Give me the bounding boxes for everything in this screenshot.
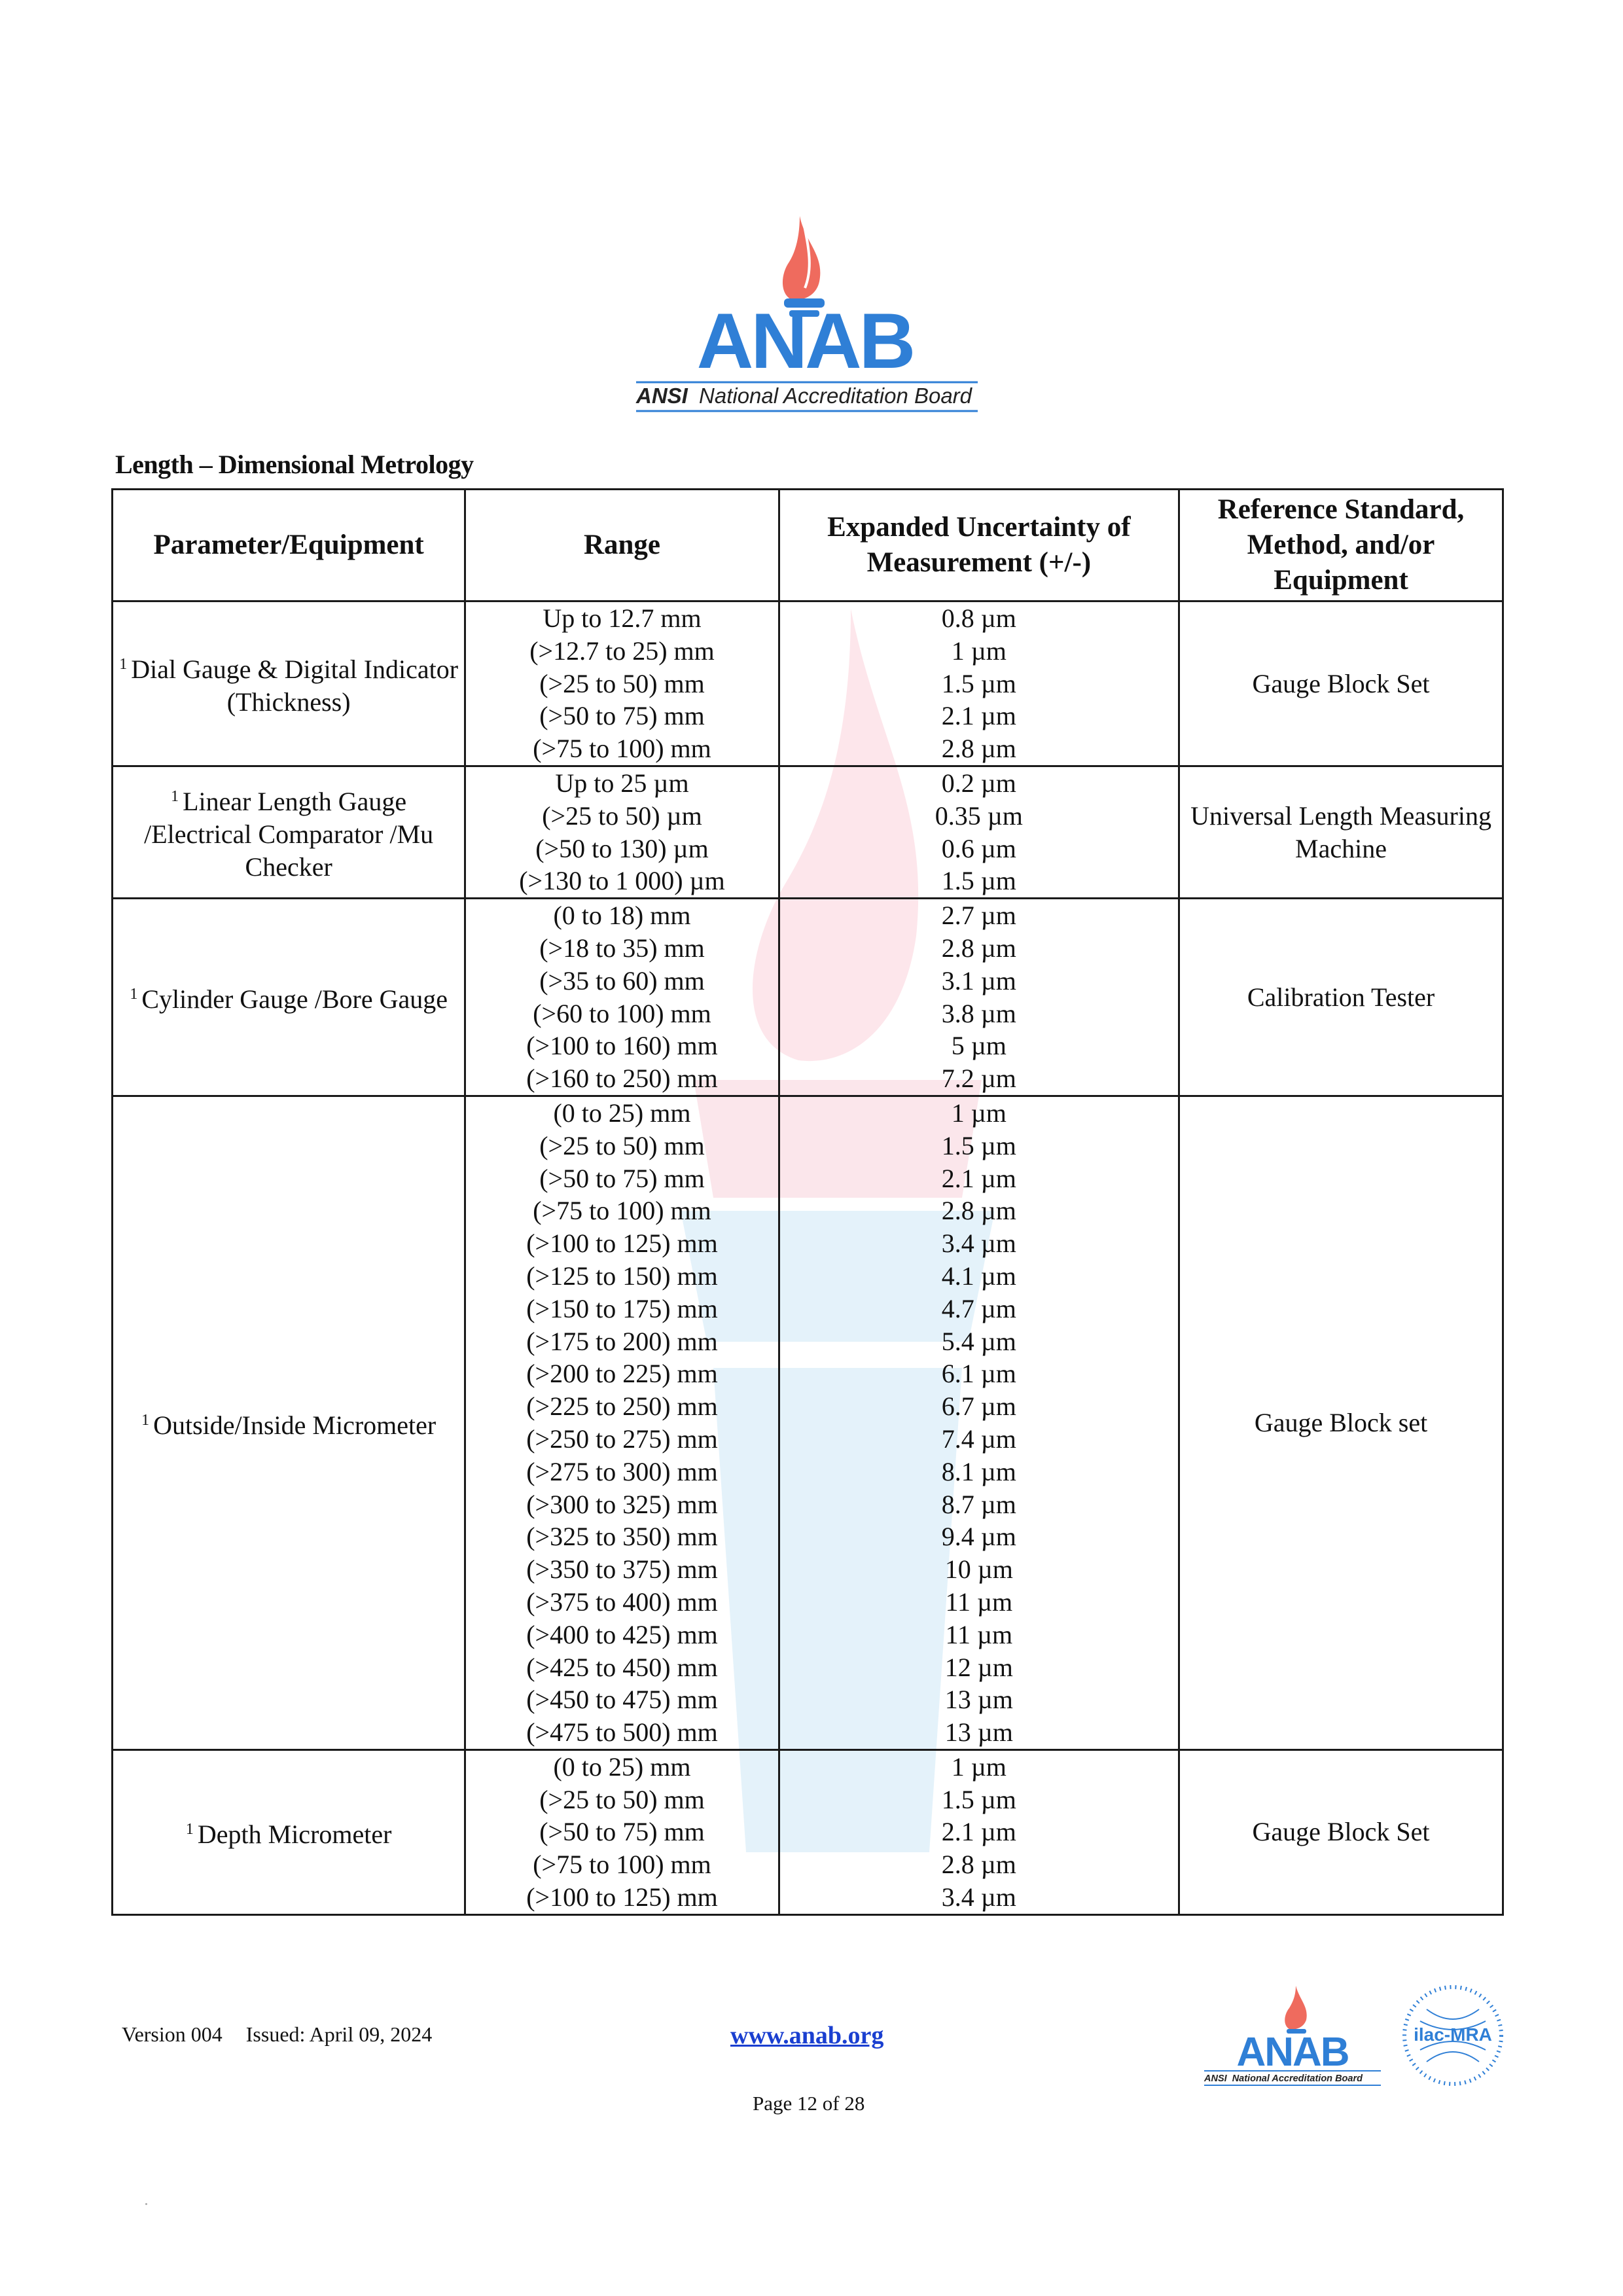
range-value: (>18 to 35) mm	[539, 933, 705, 963]
uncertainty-value: 2.7 µm	[941, 901, 1016, 931]
range-value: (>100 to 125) mm	[526, 1882, 718, 1912]
range-value: (>175 to 200) mm	[526, 1326, 718, 1356]
range-value: Up to 25 µm	[555, 768, 689, 798]
uncertainty-value: 0.6 µm	[941, 833, 1016, 863]
parameter-cell	[113, 766, 465, 898]
range-value: (>25 to 50) µm	[542, 800, 702, 831]
range-value: (>400 to 425) mm	[526, 1619, 718, 1649]
ilac-mra-text: ilac-MRA	[1414, 2024, 1492, 2045]
column-header-range: Range	[465, 490, 779, 601]
uncertainty-value: 2.8 µm	[941, 1196, 1016, 1226]
table-row	[113, 766, 1503, 898]
range-value: (>12.7 to 25) mm	[529, 636, 715, 666]
parameter-label: Depth Micrometer	[197, 1819, 392, 1849]
parameter-label: Dial Gauge & Digital Indicator (Thickness)	[131, 655, 459, 717]
range-value: (>25 to 50) mm	[539, 1130, 705, 1160]
uncertainty-value: 3.4 µm	[941, 1882, 1016, 1912]
footnote-marker: 1	[130, 986, 138, 1003]
uncertainty-value: 3.8 µm	[941, 998, 1016, 1028]
uncertainty-cell	[779, 899, 1179, 1096]
range-cell	[465, 899, 779, 1096]
parameter-label: Cylinder Gauge /Bore Gauge	[141, 984, 448, 1014]
uncertainty-value: 6.1 µm	[941, 1359, 1016, 1389]
range-value: (>60 to 100) mm	[533, 998, 711, 1028]
anab-logo-text: ANAB	[696, 297, 914, 385]
range-cell	[465, 601, 779, 766]
range-value: (>50 to 75) mm	[539, 1163, 705, 1193]
table-header-row	[113, 490, 1503, 601]
footnote-marker: 1	[185, 1820, 194, 1838]
table-row	[113, 1749, 1503, 1914]
uncertainty-cell	[779, 1749, 1179, 1914]
footer-logo-subtitle: National Accreditation Board	[1232, 2073, 1363, 2084]
parameter-cell	[113, 1096, 465, 1749]
uncertainty-value: 11 µm	[945, 1587, 1013, 1617]
parameter-label: Outside/Inside Micrometer	[153, 1410, 437, 1440]
uncertainty-value: 4.1 µm	[941, 1261, 1016, 1291]
uncertainty-value: 1.5 µm	[941, 1784, 1016, 1814]
column-header-parameter: Parameter/Equipment	[113, 490, 465, 601]
uncertainty-value: 12 µm	[944, 1652, 1013, 1682]
uncertainty-value: 0.35 µm	[935, 800, 1023, 831]
range-value: (>125 to 150) mm	[526, 1261, 718, 1291]
footer-website-link[interactable]: www.anab.org	[730, 2022, 884, 2049]
range-value: (>50 to 75) mm	[539, 701, 705, 731]
range-value: (>75 to 100) mm	[533, 734, 711, 764]
uncertainty-value: 7.2 µm	[941, 1064, 1016, 1094]
torch-flame-icon	[783, 216, 820, 300]
parameter-cell	[113, 1749, 465, 1914]
uncertainty-value: 2.8 µm	[941, 933, 1016, 963]
uncertainty-value: 1.5 µm	[941, 668, 1016, 698]
footer-version-info	[122, 2022, 432, 2047]
uncertainty-value: 1 µm	[951, 636, 1007, 666]
uncertainty-value: 1.5 µm	[941, 866, 1016, 896]
footnote-marker: 1	[119, 656, 128, 673]
uncertainty-value: 8.7 µm	[941, 1489, 1016, 1519]
uncertainty-value: 6.7 µm	[941, 1391, 1016, 1422]
uncertainty-value: 9.4 µm	[941, 1522, 1016, 1552]
footer-logo-text: ANAB	[1236, 2030, 1349, 2075]
range-value: (>150 to 175) mm	[526, 1293, 718, 1323]
svg-text:ANSI National Accreditatio	[1204, 2073, 1363, 2084]
range-value: (>35 to 60) mm	[539, 965, 705, 996]
logo-subtitle: National Accreditation Board	[699, 384, 972, 408]
parameter-label: Linear Length Gauge /Electrical Comparator /Mu Checker	[144, 787, 434, 882]
uncertainty-value: 11 µm	[945, 1619, 1013, 1649]
range-cell	[465, 1749, 779, 1914]
range-value: (>200 to 225) mm	[526, 1359, 718, 1389]
uncertainty-value: 2.1 µm	[941, 1817, 1016, 1847]
range-value: (>75 to 100) mm	[533, 1850, 711, 1880]
ilac-mra-seal-icon	[1400, 1983, 1505, 2088]
range-value: (>325 to 350) mm	[526, 1522, 718, 1552]
range-value: (>50 to 75) mm	[539, 1817, 705, 1847]
range-value: (>350 to 375) mm	[526, 1554, 718, 1585]
footer-page-number: Page 12 of 28	[753, 2092, 865, 2115]
uncertainty-value: 7.4 µm	[941, 1424, 1016, 1454]
logo-subtitle-bold: ANSI	[636, 384, 688, 408]
uncertainty-value: 5 µm	[951, 1031, 1007, 1061]
uncertainty-value: 2.8 µm	[941, 1850, 1016, 1880]
uncertainty-value: 4.7 µm	[941, 1293, 1016, 1323]
parameter-cell	[113, 601, 465, 766]
reference-cell: Gauge Block Set	[1179, 1749, 1503, 1914]
torch-flame-icon	[1285, 1986, 1306, 2029]
table-row	[113, 1096, 1503, 1749]
parameter-cell	[113, 899, 465, 1096]
range-value: (>25 to 50) mm	[539, 1784, 705, 1814]
column-header-uncertainty: Expanded Uncertainty of Measurement (+/-)	[779, 490, 1179, 601]
footer-issued-date: Issued: April 09, 2024	[245, 2022, 433, 2046]
uncertainty-value: 2.1 µm	[941, 701, 1016, 731]
range-value: (>160 to 250) mm	[526, 1064, 718, 1094]
range-value: (>475 to 500) mm	[526, 1717, 718, 1748]
range-cell	[465, 766, 779, 898]
range-value: (>100 to 160) mm	[526, 1031, 718, 1061]
range-value: (>25 to 50) mm	[539, 668, 705, 698]
range-value: (>375 to 400) mm	[526, 1587, 718, 1617]
scope-table	[111, 488, 1504, 1916]
range-value: (>100 to 125) mm	[526, 1229, 718, 1259]
range-value: (>225 to 250) mm	[526, 1391, 718, 1422]
uncertainty-value: 2.1 µm	[941, 1163, 1016, 1193]
column-header-reference: Reference Standard, Method, and/or Equipment	[1179, 490, 1503, 601]
uncertainty-value: 13 µm	[944, 1717, 1013, 1748]
reference-cell: Universal Length Measuring Machine	[1179, 766, 1503, 898]
range-value: (>250 to 275) mm	[526, 1424, 718, 1454]
range-value: Up to 12.7 mm	[543, 603, 702, 633]
footnote-marker: 1	[141, 1411, 150, 1429]
reference-cell: Gauge Block Set	[1179, 601, 1503, 766]
table-row	[113, 899, 1503, 1096]
uncertainty-value: 10 µm	[944, 1554, 1013, 1585]
footnote-marker: 1	[171, 788, 179, 806]
uncertainty-value: 2.8 µm	[941, 734, 1016, 764]
uncertainty-value: 8.1 µm	[941, 1456, 1016, 1486]
range-value: (>450 to 475) mm	[526, 1685, 718, 1715]
range-value: (>130 to 1 000) µm	[519, 866, 725, 896]
table-row	[113, 601, 1503, 766]
uncertainty-value: 0.8 µm	[941, 603, 1016, 633]
uncertainty-cell	[779, 601, 1179, 766]
anab-footer-logo	[1198, 1983, 1387, 2088]
range-value: (>50 to 130) µm	[535, 833, 709, 863]
uncertainty-value: 3.4 µm	[941, 1229, 1016, 1259]
reference-cell: Calibration Tester	[1179, 899, 1503, 1096]
footer-version: Version 004	[122, 2022, 223, 2046]
anab-logo	[609, 196, 1001, 412]
uncertainty-value: 1 µm	[951, 1751, 1007, 1782]
section-title: Length – Dimensional Metrology	[115, 450, 474, 479]
uncertainty-value: 1.5 µm	[941, 1130, 1016, 1160]
range-value: (0 to 25) mm	[553, 1751, 691, 1782]
uncertainty-value: 5.4 µm	[941, 1326, 1016, 1356]
range-value: (>425 to 450) mm	[526, 1652, 718, 1682]
range-value: (>75 to 100) mm	[533, 1196, 711, 1226]
range-value: (>275 to 300) mm	[526, 1456, 718, 1486]
footer-logo-subtitle-bold: ANSI	[1204, 2073, 1227, 2084]
svg-text:ANSI National Accreditatio	[635, 384, 973, 408]
uncertainty-value: 1 µm	[951, 1098, 1007, 1128]
uncertainty-cell	[779, 766, 1179, 898]
range-cell	[465, 1096, 779, 1749]
uncertainty-value: 3.1 µm	[941, 965, 1016, 996]
uncertainty-value: 13 µm	[944, 1685, 1013, 1715]
reference-cell: Gauge Block set	[1179, 1096, 1503, 1749]
range-value: (0 to 25) mm	[553, 1098, 691, 1128]
scan-speck	[145, 2203, 147, 2205]
uncertainty-value: 0.2 µm	[941, 768, 1016, 798]
range-value: (>300 to 325) mm	[526, 1489, 718, 1519]
uncertainty-cell	[779, 1096, 1179, 1749]
range-value: (0 to 18) mm	[553, 901, 691, 931]
